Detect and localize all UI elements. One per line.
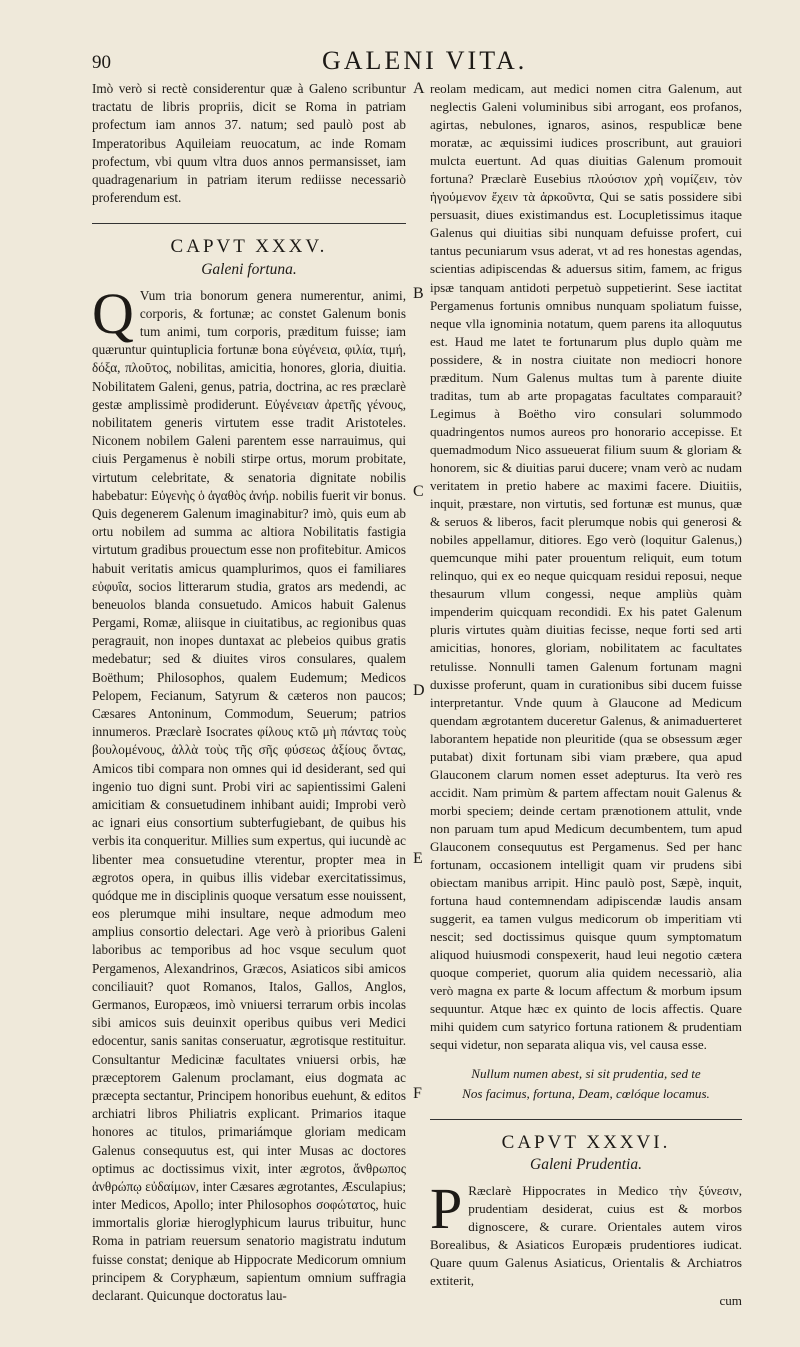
continued-paragraph: reolam medicam, aut medici nomen citra Galenum, aut neglectis Galeni voluminibus sibi arrogant, eos profanos, agirtas, nebulones, ignaros, asinos, respublicæ bene moratæ, ac æquissimi iudices proscribunt, aut grauiori mulcta euertunt. Ad quas diuitias Galenum promouit fortuna? Præclarè Eusebius πλούσιον χρὴ νομίζειν, τὸν ἡγούμενον ἔχειν τὰ ἀρκοῦντα, Qui se satis possidere sibi persuasit, diues existimandus est. Locupletissimus itaque Galenus qui diuitias sibi nunquam defuisse profert, cui tantus pecuniarum vsus aderat, vt ad res honestas agendas, scientias adipiscendas & aduersus sitim, famem, ac frigus ipsæ tanquam antidoti perpetuò suppetierint. Sese iactitat Pergamenus fortunis omnibus nunquam spoliatum fuisse, neque vlla ignominia notatum, quem parens ita alloquutus est. Haud me latet te fortunarum plus duplo quàm me possidere, & in nostra ciuitate non mediocri honore præditum. Num Galenus multas tum à parente diuite traditas, tum ab arte propagatas facultates comparauit? Legimus à Boëtho viro consulari solummodo quadringentos numos aureos pro honorario accepisse. Et quemadmodum Nico assueuerat filium suum & gloriam & honorem, sic & diuitias parui ducere; vnam verò ac nudam veritatem in pretio habere ac maximi facere. Diuitiis, inquit, præstare, non virtutis, sed fortunæ est munus, quæ & seruos & liberos, facit plerumque nobis qui generosi & nobiles appellamur, ditiores. Ego verò (loquitur Galenus,) quemcunque mihi pater prouentum reliquit, eum totum relinquo, qui ex eo neque quicquam residui reposui, neque thesaurum vllum congessi, neque ampliùs quàm impenderim quicquam recondidi. Ex his patet Galenum pluris virtutes quàm diuitias fecisse, neque forti sed arti amicitias, honores, gloriam, nobilitatem ac facultates retulisse. Nonnulli tamen Galenum fortunam magni duxisse proferunt, quam in curationibus sibi ducem fuisse interpretantur. Vnde quum à Glaucone ad Medicum quendam ægrotantem duceretur Galenus, & animaduerteret laborantem hepatide non pleuritide (qua se obsessum æger putabat) dixit fortunam sibi viam præbere, qua apud Glauconem clarum nomen esset adepturus. Ita verò res accidit. Nam primùm & partem affectam nouit Galenus & morbi speciem; deinde certam prænotionem attulit, vnde non paruam tum apud Medicum decumbentem, tum apud Glauconem consequutus est Pergamenus. Sed per hanc fortunam, occasionem intelligit quam vir prudens sibi obiectam manibus arripit. Hinc paulò post, Sæpè, inquit, fortuna haud contemnendam adipiscendæ laudis ansam suggerit, ea tamen vulgus medicorum ob imperitiam vti nescit; sed doctissimus quisque quum symptomatum aliquod huiusmodi conspexerit, haud leui negotio cætera quoque comperiet, quorum alia quidem necessariò, alia verò magna ex parte & locum affectum & morbum ipsum sequuntur. Atque hæc ex quinto de locis affectis. Quare mihi quidem cum satyrico fortuna rationem & prudentiam sequi videtur, non separata aliqua vis, vel causa esse. — [430, 81, 742, 1053]
chapter-subtitle-prudentia: Galeni Prudentia. — [530, 1155, 642, 1173]
chapter-heading-xxxvi: CAPVT XXXVI. — [501, 1131, 671, 1153]
right-column — [430, 80, 742, 1310]
margin-letter-f: F — [413, 1085, 422, 1102]
margin-letter-e: E — [413, 850, 423, 867]
chapter-heading-xxxv: CAPVT XXXV. — [170, 236, 328, 258]
verse-line-1: Nullum numen abest, si sit prudentia, sed te — [471, 1065, 701, 1081]
chapter-xxxvi-body — [430, 1175, 742, 1290]
section-rule-2 — [430, 1119, 742, 1120]
verse-line-2: Nos facimus, fortuna, Deam, cœlóque locamus. — [462, 1085, 710, 1101]
chapter-xxxv-text: Vum tria bonorum genera numerentur, animi, corporis, & fortunæ; ac constet Galenum bonis tum animi, tum corporis, præditum fuisse; iam quæruntur quintuplicia fortunæ bona εὐγένεια, φιλία, τιμή, δόξα, πλοῦτος, nobilitas, amicitia, honores, gloria, diuitia. Nobilitatem Galeni, genus, patria, doctrina, ac res præclarè gestæ amplissimè prodiderunt. Εὐγένειαν ἀρετῆς γένους, nobilitatem generis virtutem esse tradit Aristoteles. Niconem nobilem Galeni parentem esse narrauimus, qui ciuis Pergamenus è nobili stirpe ortus, morum probitate, virtutum celebritate, & senatoria dignitate nobilis habebatur: Εὐγενὴς ὁ ἀγαθὸς ἀνήρ. nobilis fuerit vir bonus. Quis degenerem Galenum imaginabitur? imò, quis eum ab ortu nobilem ad summa ac altiora Nobilitatis fastigia virtutum gradibus prouectum esse non profitebitur. Amicos habuit veritatis amicus quamplurimos, quos ei familiares εὐφυΐα, socios litterarum studia, gratos ars medendi, ac beneuolos blanda consuetudo. Amicos habuit Galenus Pergami, Romæ, aliisque in ciuitatibus, ac regionibus quas peragrauit, non inopes duntaxat ac plebeios quibus gratis medebatur; sed & diuites viros consulares, qualem Boëthum; Philosophos, qualem Eudemum; Medicos Pelopem, Fecianum, Satyrum & cæteros non paucos; Cæsares Antoninum, Commodum, Seuerum; patrios innumeros. Præclarè Isocrates φίλους κτῶ μὴ πάντας τοὺς βουλομένους, ἀλλὰ τοὺς τῆς σῆς φύσεως ἀξίους ὄντας, Amicos tibi compara non omnes qui id desiderant, sed qui ingenio tuo digni sunt. Probi viri ac sapientissimi Galeni amicitiam & consuetudinem inhibant auidi; Improbi verò ac ignari eius consortium subterfugiebant, de quibus his verbis ita conqueritur. Millies sum expertus, qui iucundè ac libenter mea consuetudine vterentur, propter mea in ægrotos opera, in quibus illis videbar exercitatissimus, quódque me in disciplinis quoque versatum esse nouissent, eos plerumque mihi insultare, neque admodum meo amplius consortio delectari. Age verò à prioribus Galeni laboribus ac temporibus ad hoc vsque seculum quot Pergamenos, Alexandrinos, Græcos, Asiaticos sibi amicos conciliauit? quot Romanos, Italos, Gallos, Anglos, Germanos, Europæos, imò vniuersi terrarum orbis incolas sibi amicos suis deuinxit operibus quibus veri Medici edocentur, sanis sanitas conseruatur, ægrotisque restituitur. Consultantur Medicinæ facultates vniuersi orbis, hæ præceptorem Galenum proclamant, eius dogmata ac præcepta sectantur, Principem honoribus euehunt, & editos archiatri libros Philiatris explicant. Primarios itaque honores ac titulos, primariámque gloriam medicam Galenus consequutus est, qui inter Musas ac doctores optimus ac doctissimus vixit, inter ægrotos, ἄνθρωπος ἀνθρώπῳ εὐδαίμων, inter Cæsares ægrotantes, Æsculapius; inter Medicos, Apollo; inter Philosophos σοφώτατος, huic immortalis gloriæ hieroglyphicum laurus tribuitur, hunc Roma in patriam reuersum senatorio magistratu indutum fuisse constat; denique ab Hippocrate Medicorum omnium principem & Coryphæum, sapientum omnium suffragia declarant. Quicunque doctoratus lau- — [92, 287, 406, 1303]
page-number: 90 — [92, 52, 111, 73]
chapter-subtitle-fortuna: Galeni fortuna. — [201, 260, 297, 278]
left-column — [92, 80, 406, 1305]
catchword: cum — [719, 1293, 742, 1308]
running-title: GALENI VITA. — [322, 46, 528, 75]
verse-quotation — [430, 1065, 742, 1103]
chapter-xxxv-body — [92, 280, 406, 1306]
section-rule — [92, 223, 406, 224]
drop-cap-p: P — [430, 1175, 463, 1241]
margin-letter-b: B — [413, 285, 424, 302]
intro-paragraph: Imò verò si rectè considerentur quæ à Galeno scribuntur tractatu de libris propriis, dicit se Roma in patriam profectum iam annos 37. natum; sed paulò post ab Imperatoribus Aquileiam reuocatum, ac inde Romam profectum, vbi quum vltra duos annos permansisset, iam quadragenarium in patriam iterum rediisse necessariò proferendum est. — [92, 81, 406, 206]
margin-letter-c: C — [413, 483, 424, 500]
drop-cap-q: Q — [92, 280, 134, 346]
chapter-xxxvi-text: Ræclarè Hippocrates in Medico τὴν ξύνεσιν, prudentiam desiderat, cuius est & morbos dignoscere, & curare. Orientales autem viros Borealibus, & Asiaticos Europæis prudentiores iudicat. Quare quum Galenus Asiaticus, Orientalis & Archiatros extiterit, — [430, 1182, 742, 1288]
page-header — [92, 46, 742, 76]
margin-letter-a: A — [413, 80, 425, 97]
margin-letter-d: D — [413, 682, 425, 699]
